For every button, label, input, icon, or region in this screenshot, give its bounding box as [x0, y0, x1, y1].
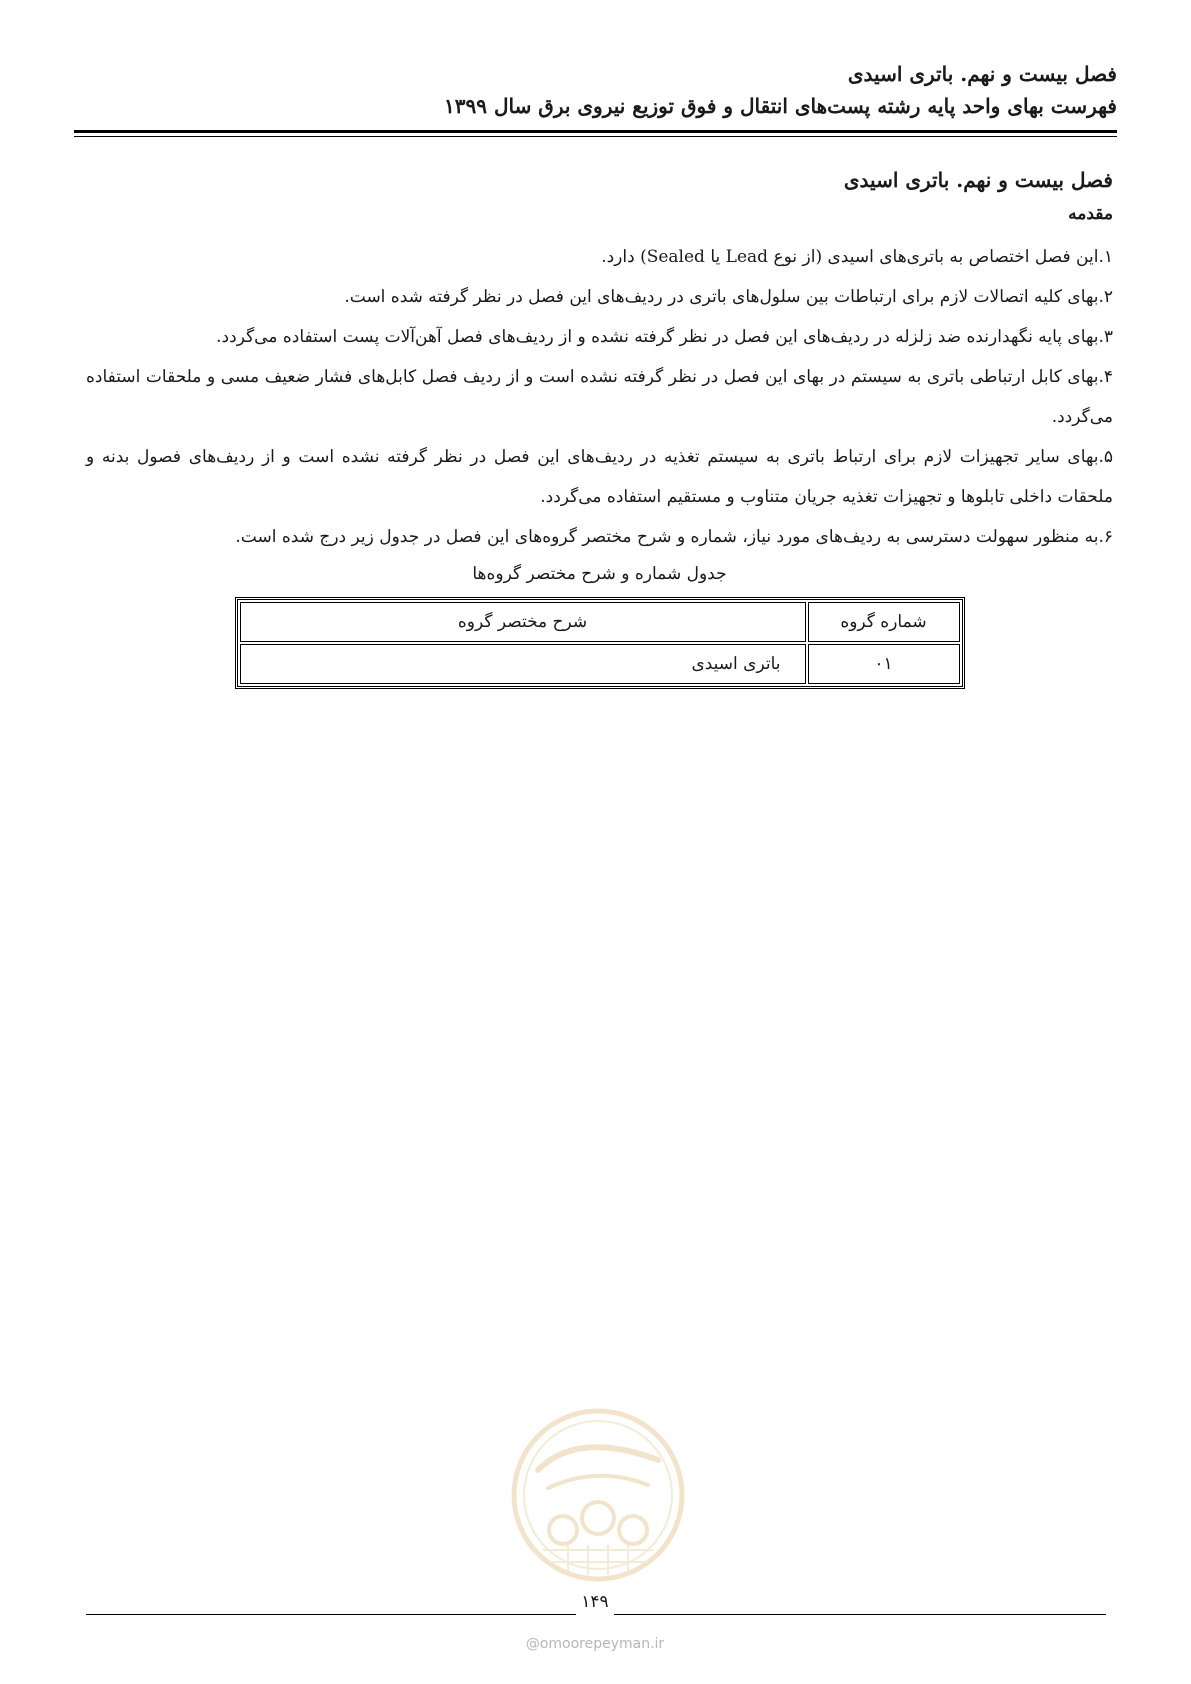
header-rule-thick	[74, 130, 1117, 133]
running-header	[74, 58, 1117, 122]
intro-item-4: ۴.بهای کابل ارتباطی باتری به سیستم در بهای این فصل در نظر گرفته نشده است و از ردیف فصل کابل‌های فشار ضعیف مسی و ملحقات استفاده می‌گردد.	[86, 367, 1113, 427]
table-caption: جدول شماره و شرح مختصر گروه‌ها	[472, 564, 727, 584]
table-header-row	[240, 602, 960, 642]
intro-item-1-before: ۱.این فصل اختصاص به باتری‌های اسیدی (از نوع	[768, 247, 1113, 267]
chapter-title: فصل بیست و نهم. باتری اسیدی	[843, 168, 1113, 192]
table-header-number: شماره گروه	[808, 602, 960, 642]
intro-item-1-latin: Sealed یا Lead	[646, 247, 769, 267]
intro-item-2: ۲.بهای کلیه اتصالات لازم برای ارتباطات بین سلول‌های باتری در ردیف‌های این فصل در نظر گرفته شده است.	[344, 287, 1113, 307]
header-chapter: فصل بیست و نهم. باتری اسیدی	[847, 62, 1117, 86]
table-cell-number: ۰۱	[808, 644, 960, 684]
header-rule-thin	[74, 136, 1117, 137]
page-number: ۱۴۹	[581, 1592, 609, 1612]
intro-item-6: ۶.به منظور سهولت دسترسی به ردیف‌های مورد نیاز، شماره و شرح مختصر گروه‌های این فصل در جدول زیر درج شده است.	[235, 527, 1113, 547]
watermark-url: @omoorepeyman.ir	[525, 1636, 665, 1652]
table-row	[240, 644, 960, 684]
intro-item-3: ۳.بهای پایه نگهدارنده ضد زلزله در ردیف‌های این فصل در نظر گرفته نشده و از ردیف‌های فصل آهن‌آلات پست استفاده می‌گردد.	[216, 327, 1113, 347]
intro-items	[86, 237, 1113, 557]
main-content	[86, 165, 1113, 689]
seal-watermark-icon	[508, 1400, 688, 1590]
intro-item-1	[86, 237, 1113, 277]
table-header-description: شرح مختصر گروه	[240, 602, 806, 642]
table-cell-description: باتری اسیدی	[240, 644, 806, 684]
groups-table	[235, 597, 965, 689]
footer-rule-left	[86, 1614, 576, 1615]
intro-heading: مقدمه	[1068, 204, 1113, 224]
footer-rule-right	[614, 1614, 1106, 1615]
header-subtitle: فهرست بهای واحد پایه رشته پست‌های انتقال و فوق توزیع نیروی برق سال ۱۳۹۹	[444, 94, 1117, 118]
intro-item-1-after: ) دارد.	[601, 247, 647, 267]
intro-item-5: ۵.بهای سایر تجهیزات لازم برای ارتباط باتری به سیستم تغذیه در ردیف‌های این فصل در نظر گرفته نشده است و از ردیف‌های فصول بدنه و ملحقات داخلی تابلوها و تجهیزات تغذیه جریان متناوب و مستقیم استفاده می‌گردد.	[86, 447, 1113, 507]
